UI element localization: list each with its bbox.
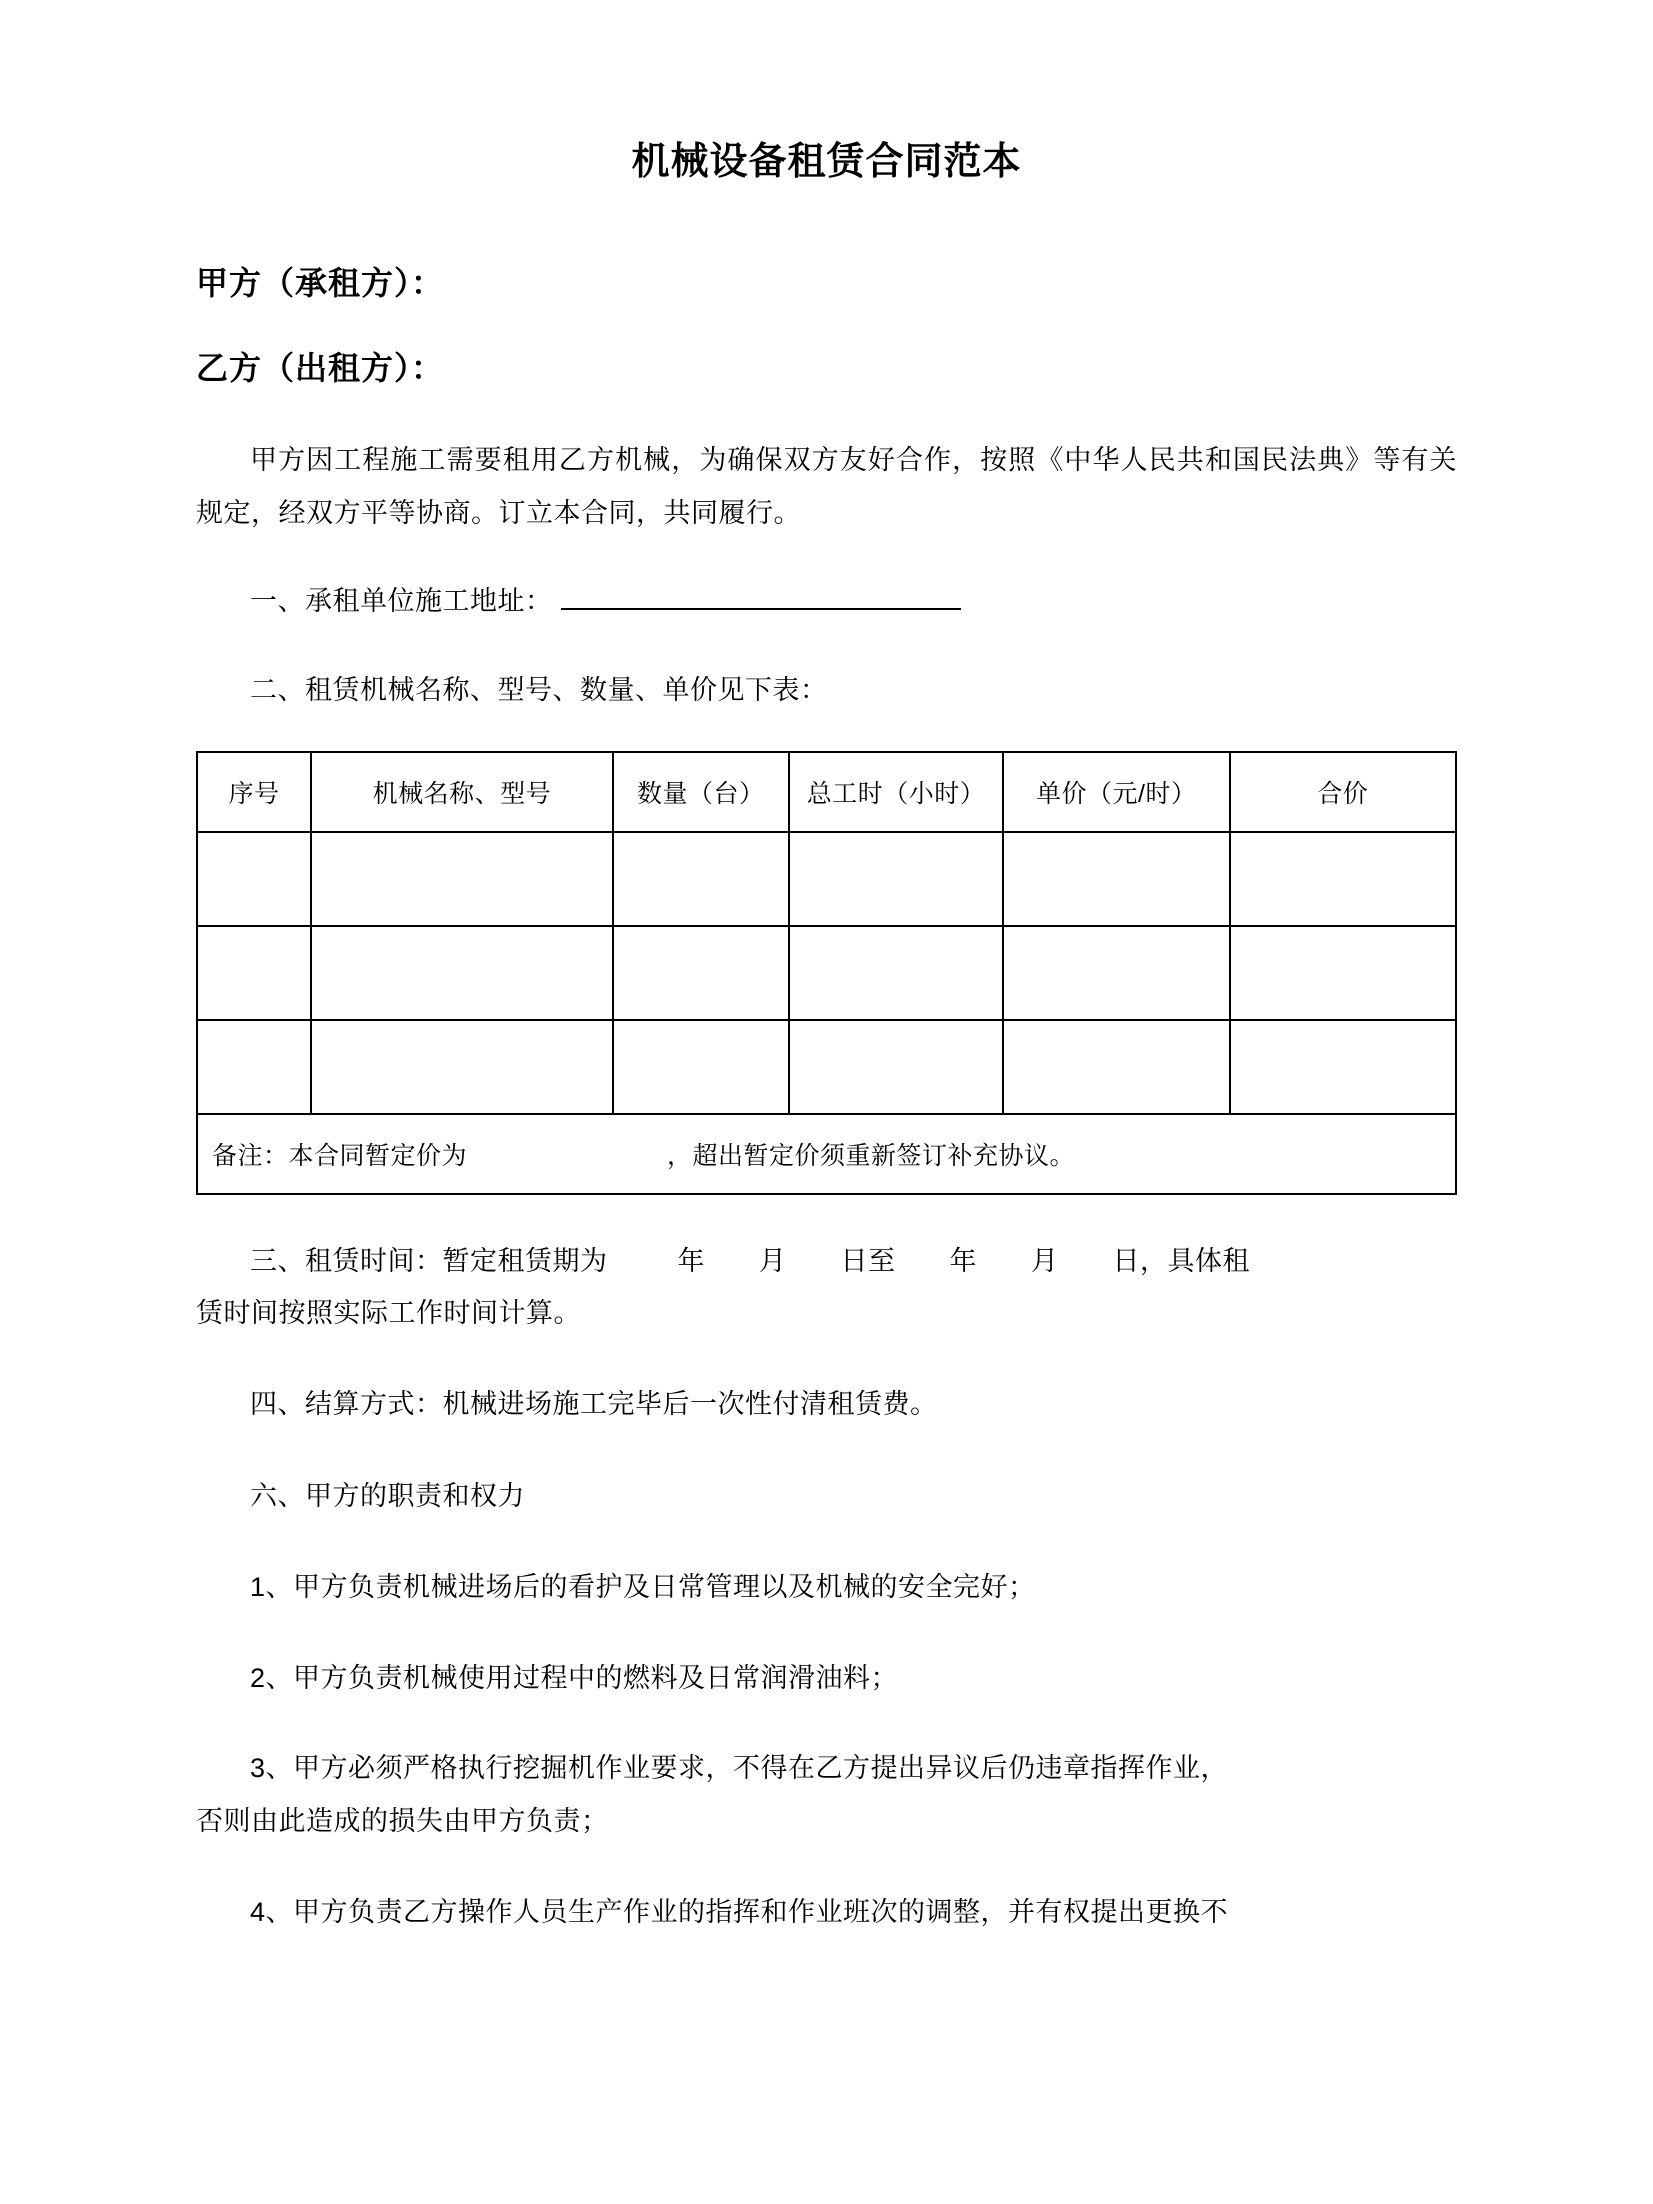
cell-name[interactable]	[311, 926, 612, 1020]
clause-three-prefix: 三、租赁时间：暂定租赁期为	[250, 1245, 608, 1276]
cell-total[interactable]	[1230, 832, 1457, 926]
cell-hours[interactable]	[789, 832, 1003, 926]
column-header-qty: 数量（台）	[613, 752, 790, 832]
intro-paragraph: 甲方因工程施工需要租用乙方机械，为确保双方友好合作，按照《中华人民共和国民法典》等有关规定，经双方平等协商。订立本合同，共同履行。	[196, 444, 1457, 528]
cell-qty[interactable]	[613, 832, 790, 926]
responsibility-item-1: 1、甲方负责机械进场后的看护及日常管理以及机械的安全完好；	[250, 1572, 1036, 1603]
cell-index[interactable]	[197, 926, 311, 1020]
remark-suffix: ，超出暂定价须重新签订补充协议。	[667, 1141, 1076, 1170]
clause-three	[196, 1235, 1457, 1288]
table-row	[197, 1020, 1456, 1114]
clause-four: 四、结算方式：机械进场施工完毕后一次性付清租赁费。	[250, 1388, 938, 1419]
remark-cell	[197, 1114, 1456, 1194]
responsibility-item-2: 2、甲方负责机械使用过程中的燃料及日常润滑油料；	[250, 1662, 899, 1693]
table-row	[197, 832, 1456, 926]
responsibility-item-4: 4、甲方负责乙方操作人员生产作业的指挥和作业班次的调整，并有权提出更换不	[250, 1896, 1229, 1927]
cell-qty[interactable]	[613, 926, 790, 1020]
cell-index[interactable]	[197, 832, 311, 926]
cell-hours[interactable]	[789, 1020, 1003, 1114]
party-a-label: 甲方（承租方）：	[196, 264, 445, 301]
clause-three-day2: 日，具体租	[1112, 1245, 1250, 1276]
cell-total[interactable]	[1230, 926, 1457, 1020]
column-header-total: 合价	[1230, 752, 1457, 832]
clause-three-line2: 赁时间按照实际工作时间计算。	[196, 1298, 581, 1329]
cell-hours[interactable]	[789, 926, 1003, 1020]
cell-total[interactable]	[1230, 1020, 1457, 1114]
clause-three-month2: 月	[1031, 1245, 1059, 1276]
clause-three-day1: 日至	[840, 1245, 896, 1276]
construction-address-blank[interactable]	[561, 582, 961, 610]
page-title: 机械设备租赁合同范本	[631, 141, 1022, 183]
cell-qty[interactable]	[613, 1020, 790, 1114]
column-header-name: 机械名称、型号	[311, 752, 612, 832]
machine-rental-table	[196, 751, 1457, 1195]
column-header-price: 单价（元/时）	[1003, 752, 1229, 832]
remark-prefix: 备注：本合同暂定价为	[212, 1141, 468, 1170]
clause-two: 二、租赁机械名称、型号、数量、单价见下表：	[250, 674, 828, 705]
clause-six: 六、甲方的职责和权力	[250, 1481, 525, 1512]
column-header-index: 序号	[197, 752, 311, 832]
clause-three-year2: 年	[949, 1245, 977, 1276]
cell-price[interactable]	[1003, 832, 1229, 926]
cell-index[interactable]	[197, 1020, 311, 1114]
clause-three-year1: 年	[677, 1245, 705, 1276]
table-row	[197, 926, 1456, 1020]
responsibility-item-3: 3、甲方必须严格执行挖掘机作业要求，不得在乙方提出异议后仍违章指挥作业，	[250, 1753, 1229, 1784]
clause-one-text: 一、承租单位施工地址：	[250, 586, 553, 617]
cell-name[interactable]	[311, 1020, 612, 1114]
clause-one	[196, 575, 1457, 628]
table-header-row	[197, 752, 1456, 832]
cell-price[interactable]	[1003, 926, 1229, 1020]
clause-three-month1: 月	[759, 1245, 787, 1276]
cell-name[interactable]	[311, 832, 612, 926]
cell-price[interactable]	[1003, 1020, 1229, 1114]
responsibility-item-3-line2: 否则由此造成的损失由甲方负责；	[196, 1806, 609, 1837]
party-b-label: 乙方（出租方）：	[196, 349, 445, 386]
table-remark-row	[197, 1114, 1456, 1194]
column-header-hours: 总工时（小时）	[789, 752, 1003, 832]
